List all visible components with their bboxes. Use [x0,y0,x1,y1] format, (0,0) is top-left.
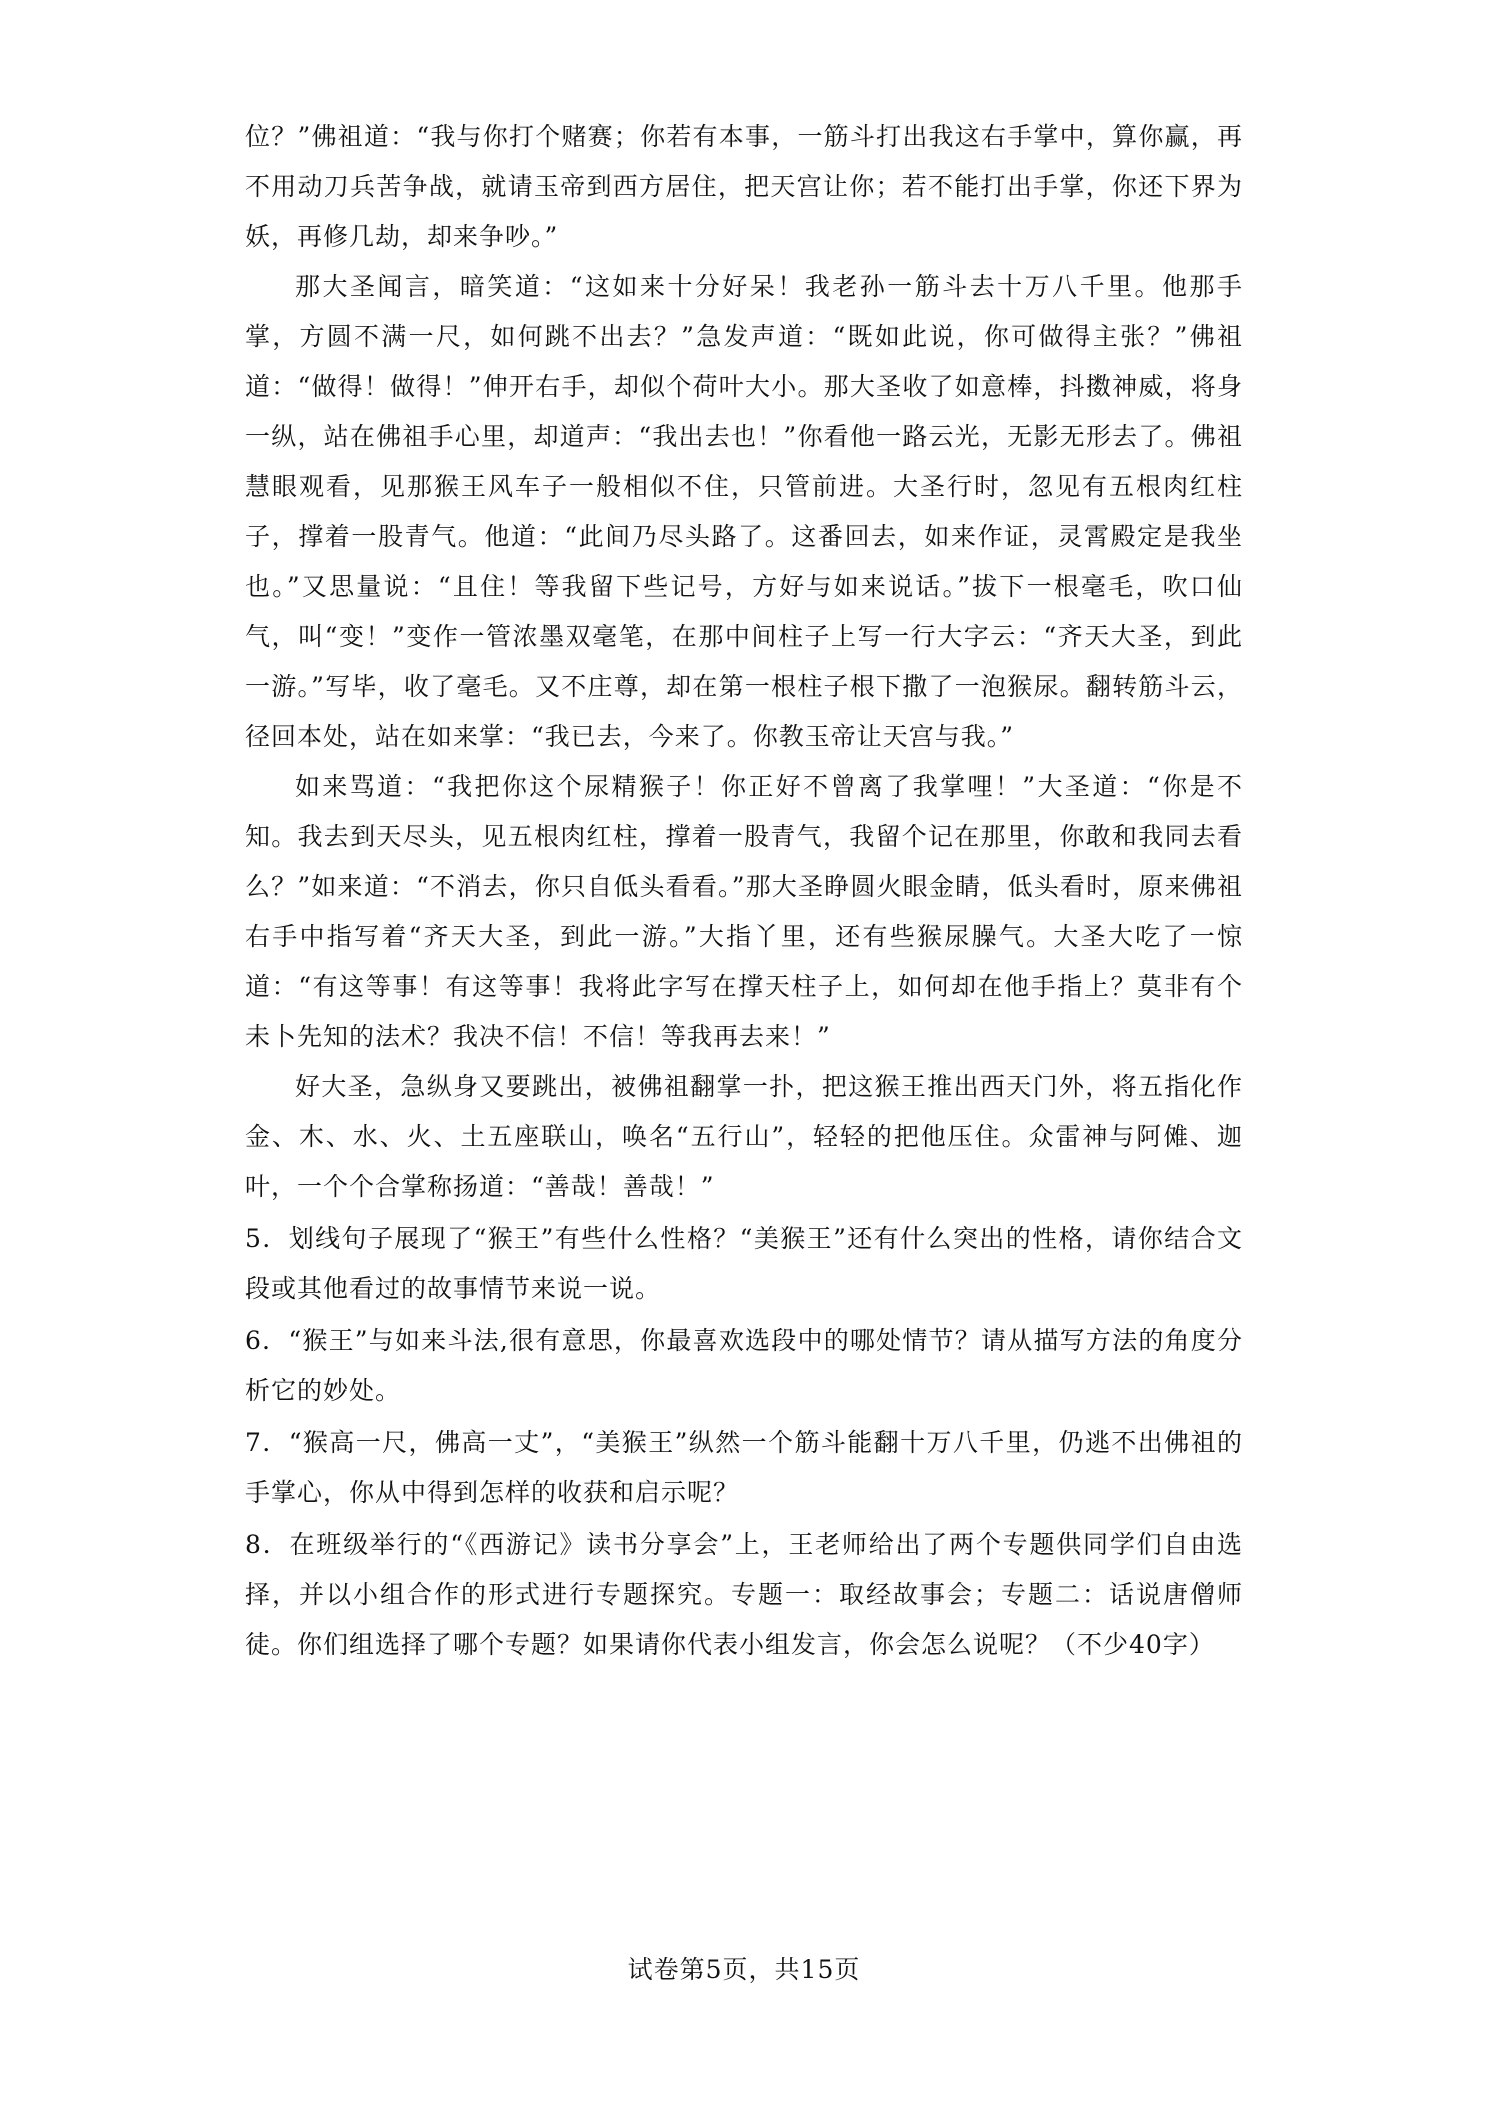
question-5: 5．划线句子展现了“猴王”有些什么性格？“美猴王”还有什么突出的性格，请你结合文段或其他看过的故事情节来说一说。 [245,1224,1243,1303]
exam-page-content [245,112,1243,1670]
story-paragraph-1: 位？”佛祖道：“我与你打个赌赛；你若有本事，一筋斗打出我这右手掌中，算你赢，再不用动刀兵苦争战，就请玉帝到西方居住，把天宫让你；若不能打出手掌，你还下界为妖，再修几劫，却来争吵。” [245,122,1243,251]
story-paragraph-3: 如来骂道：“我把你这个尿精猴子！你正好不曾离了我掌哩！”大圣道：“你是不知。我去到天尽头，见五根肉红柱，撑着一股青气，我留个记在那里，你敢和我同去看么？”如来道：“不消去，你只自低头看看。”那大圣睁圆火眼金睛，低头看时，原来佛祖右手中指写着“齐天大圣，到此一游。”大指丫里，还有些猴尿臊气。大圣大吃了一惊道：“有这等事！有这等事！我将此字写在撑天柱子上，如何却在他手指上？莫非有个未卜先知的法术？我决不信！不信！等我再去来！” [245,772,1243,1051]
story-paragraph-2: 那大圣闻言，暗笑道：“这如来十分好呆！我老孙一筋斗去十万八千里。他那手掌，方圆不满一尺，如何跳不出去？”急发声道：“既如此说，你可做得主张？”佛祖道：“做得！做得！”伸开右手，却似个荷叶大小。那大圣收了如意棒，抖擞神威，将身一纵，站在佛祖手心里，却道声：“我出去也！”你看他一路云光，无影无形去了。佛祖慧眼观看，见那猴王风车子一般相似不住，只管前进。大圣行时，忽见有五根肉红柱子，撑着一股青气。他道：“此间乃尽头路了。这番回去，如来作证，灵霄殿定是我坐也。”又思量说：“且住！等我留下些记号，方好与如来说话。”拔下一根毫毛，吹口仙气，叫“变！”变作一管浓墨双毫笔，在那中间柱子上写一行大字云：“齐天大圣，到此一游。”写毕，收了毫毛。又不庄尊，却在第一根柱子根下撒了一泡猴尿。翻转筋斗云，径回本处，站在如来掌：“我已去，今来了。你教玉帝让天宫与我。” [245,272,1243,751]
page-footer: 试卷第5页，共15页 [627,1955,861,1984]
question-6: 6．“猴王”与如来斗法,很有意思，你最喜欢选段中的哪处情节？请从描写方法的角度分析它的妙处。 [245,1326,1243,1405]
story-paragraph-4: 好大圣，急纵身又要跳出，被佛祖翻掌一扑，把这猴王推出西天门外，将五指化作金、木、水、火、土五座联山，唤名“五行山”，轻轻的把他压住。众雷神与阿傩、迦叶，一个个合掌称扬道：“善哉！善哉！” [245,1072,1243,1201]
question-7: 7．“猴高一尺，佛高一丈”，“美猴王”纵然一个筋斗能翻十万八千里，仍逃不出佛祖的手掌心，你从中得到怎样的收获和启示呢？ [245,1428,1243,1507]
question-8: 8．在班级举行的“《西游记》读书分享会”上，王老师给出了两个专题供同学们自由选择，并以小组合作的形式进行专题探究。专题一：取经故事会；专题二：话说唐僧师徒。你们组选择了哪个专题？如果请你代表小组发言，你会怎么说呢？（不少40字） [245,1530,1243,1659]
